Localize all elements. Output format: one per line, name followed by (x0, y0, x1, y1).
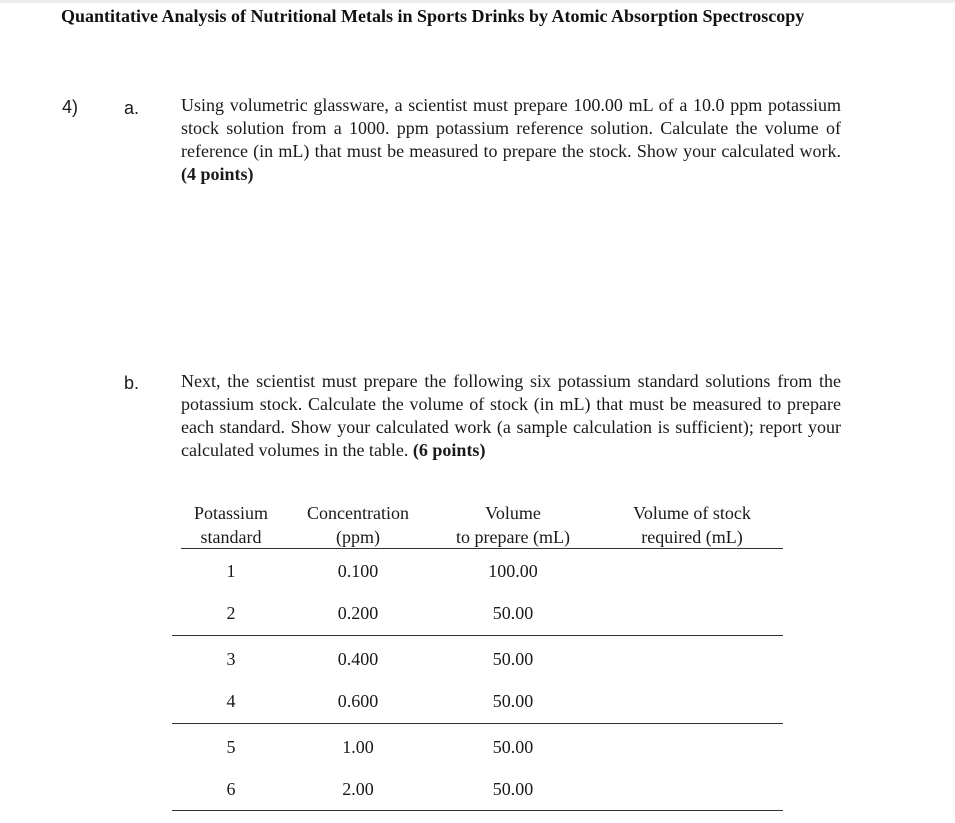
cell-concentration: 2.00 (342, 779, 374, 799)
part-b-body: Next, the scientist must prepare the following six potassium standard solutions from the potassium stock. Calculate the volume of stock (in mL) that must be measured to prepare each standard. Show your calculated work (a sample calculation is sufficient); report your calculated volumes in the table. (181, 371, 841, 460)
question-number: 4) (62, 97, 79, 117)
row-group-rule-2 (172, 723, 783, 724)
cell-standard: 4 (226, 691, 236, 711)
cell-standard: 5 (226, 737, 236, 757)
page-title: Quantitative Analysis of Nutritional Metals in Sports Drinks by Atomic Absorption Spectroscopy (61, 6, 805, 26)
cell-standard: 2 (226, 603, 236, 623)
part-b-text (181, 370, 841, 462)
cell-concentration: 1.00 (342, 737, 374, 757)
part-a-letter: a. (124, 98, 140, 118)
part-a-body: Using volumetric glassware, a scientist must prepare 100.00 mL of a 10.0 ppm potassium stock solution from a 1000. ppm potassium reference solution. Calculate the volume of reference (in mL) that must be measured to prepare the stock. Show your calculated work. (181, 95, 841, 161)
cell-volume: 50.00 (492, 649, 534, 669)
cell-concentration: 0.600 (337, 691, 379, 711)
cell-volume: 50.00 (492, 779, 534, 799)
cell-standard: 1 (226, 561, 236, 581)
header-volume-line2: to prepare (mL) (456, 527, 570, 547)
part-a-points: (4 points) (181, 164, 254, 184)
part-a-text (181, 94, 841, 186)
header-concentration-line1: Concentration (307, 503, 409, 523)
header-volume-line1: Volume (485, 503, 541, 523)
cell-volume: 100.00 (488, 561, 538, 581)
cell-volume: 50.00 (492, 603, 534, 623)
row-group-rule-3 (172, 810, 783, 811)
header-stock-line2: required (mL) (641, 527, 743, 547)
part-b-points: (6 points) (412, 440, 486, 460)
cell-concentration: 0.200 (337, 603, 379, 623)
header-standard-line1: Potassium (193, 503, 268, 523)
part-b-letter: b. (124, 373, 140, 393)
header-standard-line2: standard (200, 527, 262, 547)
top-border (0, 0, 955, 3)
header-stock-line1: Volume of stock (633, 503, 751, 523)
cell-concentration: 0.400 (337, 649, 379, 669)
cell-concentration: 0.100 (337, 561, 379, 581)
cell-volume: 50.00 (492, 737, 534, 757)
cell-standard: 6 (226, 779, 236, 799)
row-group-rule-1 (172, 635, 783, 636)
cell-volume: 50.00 (492, 691, 534, 711)
header-rule (181, 548, 783, 549)
header-concentration-line2: (ppm) (336, 527, 380, 547)
cell-standard: 3 (226, 649, 236, 669)
